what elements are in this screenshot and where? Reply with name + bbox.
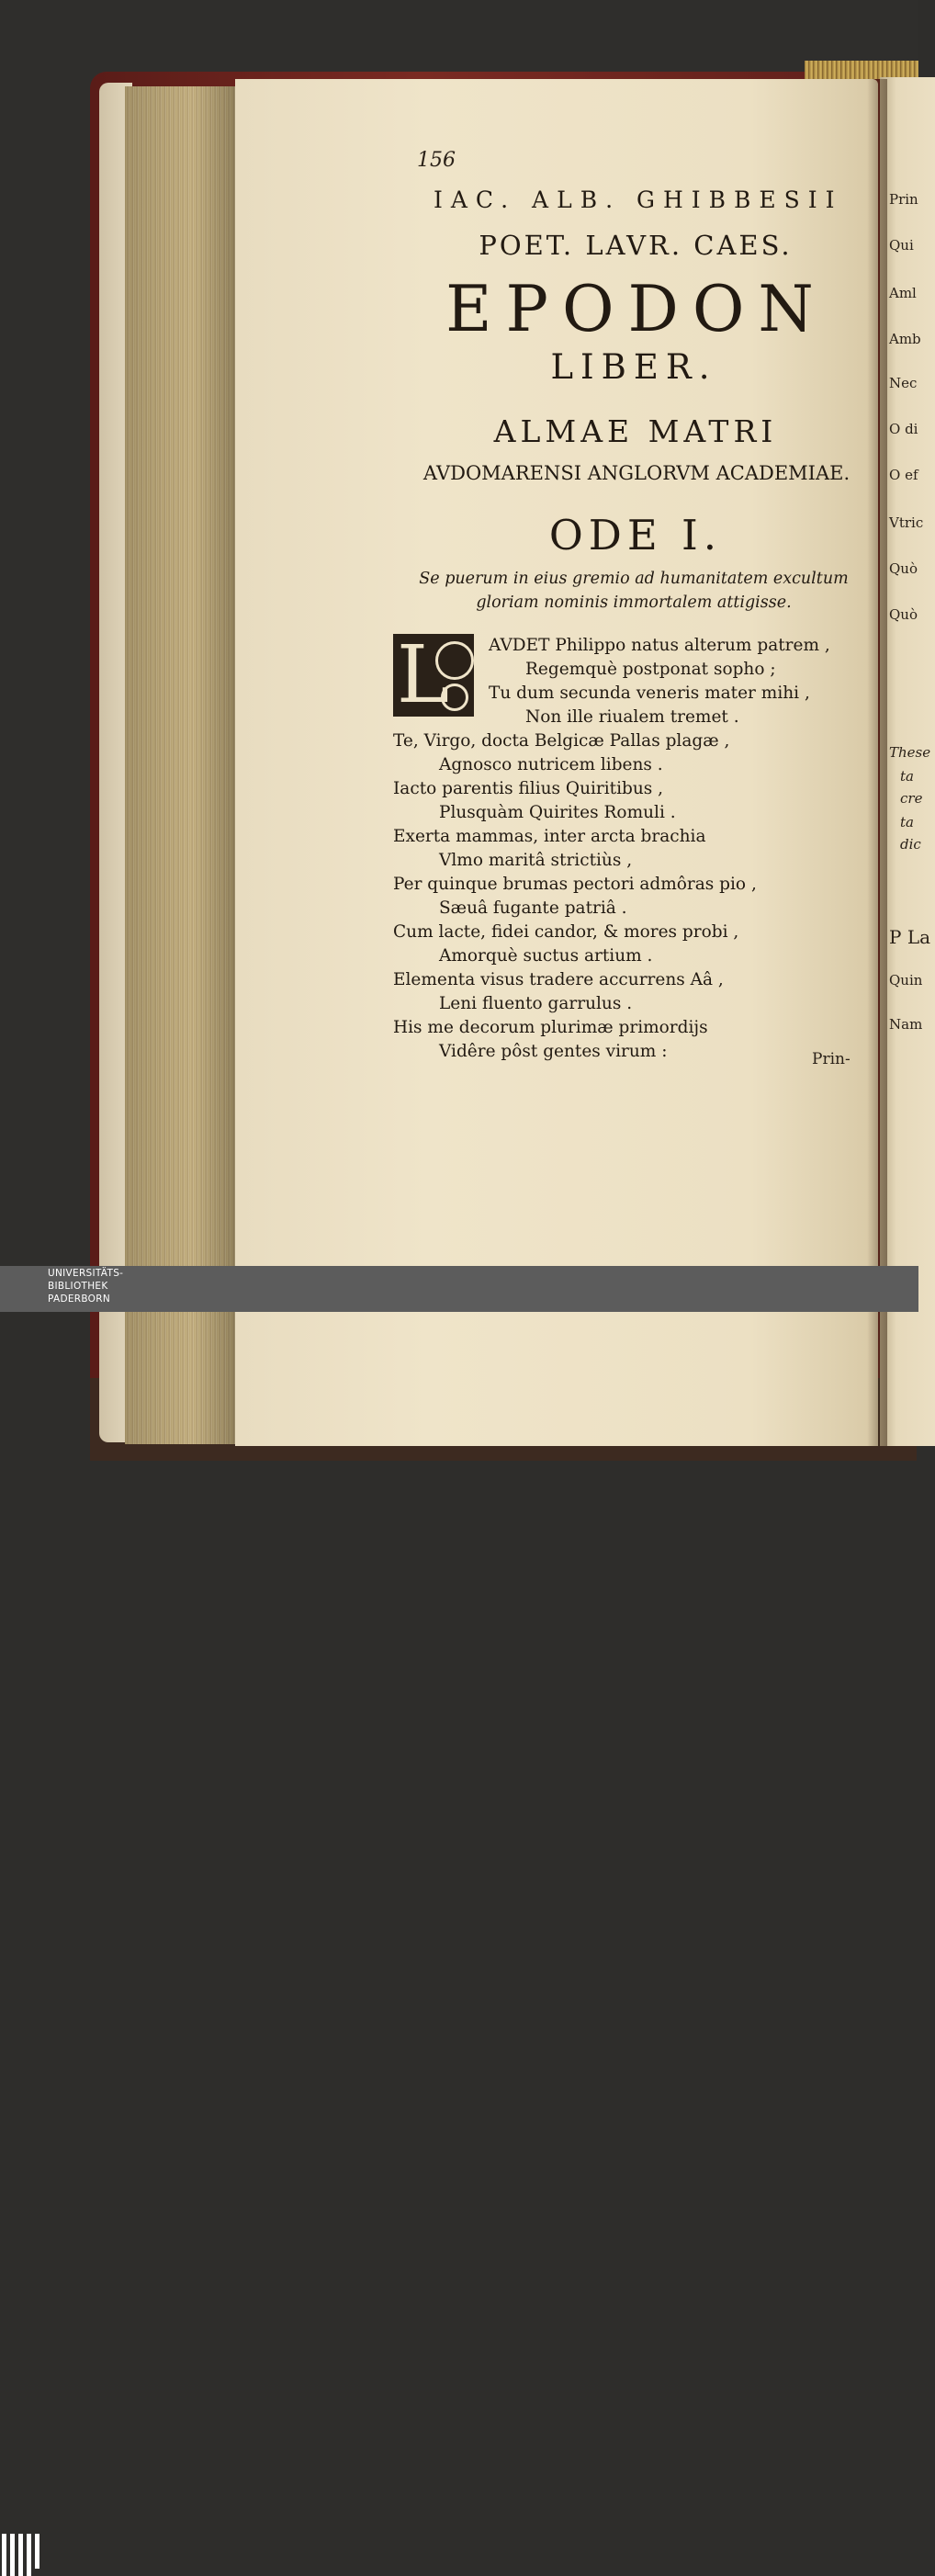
right-fragment: Vtric: [889, 514, 924, 531]
verse-line: His me decorum plurimæ primordijs: [393, 1018, 708, 1037]
verse-line: Regemquè postponat sopho ;: [525, 660, 776, 679]
library-name-line-3: PADERBORN: [48, 1294, 110, 1305]
right-fragment: Quò: [889, 606, 918, 623]
right-fragment: Nec: [889, 375, 918, 391]
book-headband: [805, 61, 918, 79]
verse-line: Plusquàm Quirites Romuli .: [439, 803, 676, 822]
right-fragment: Qui: [889, 237, 914, 254]
verse-line: AVDET Philippo natus alterum patrem ,: [489, 636, 830, 655]
verse-line: Te, Virgo, docta Belgicæ Pallas plagæ ,: [393, 731, 730, 751]
library-name-line-2: BIBLIOTHEK: [48, 1281, 108, 1292]
right-fragment: P La: [889, 926, 931, 948]
leaf-ornament-icon: [441, 684, 468, 711]
page-edges-shade: [125, 86, 237, 1444]
right-page: [880, 77, 935, 1446]
verse-line: Vlmo maritâ strictiùs ,: [439, 851, 633, 870]
right-fragment: Amb: [889, 331, 921, 347]
right-fragment: O di: [889, 421, 918, 437]
library-name-line-1: UNIVERSITÄTS-: [48, 1268, 124, 1279]
verse-line: Elementa visus tradere accurrens Aâ ,: [393, 970, 724, 989]
author-title: POET. LAVR. CAES.: [479, 230, 793, 261]
initial-letter: L: [397, 629, 450, 721]
right-fragment: dic: [900, 836, 921, 853]
verse-line: Tu dum secunda veneris mater mihi ,: [489, 684, 810, 703]
dedication-line-2: AVDOMARENSI ANGLORVM ACADEMIAE.: [422, 462, 851, 484]
verse-line: Amorquè suctus artium .: [439, 946, 653, 966]
verse-line: Cum lacte, fidei candor, & mores probi ,: [393, 922, 739, 942]
library-logo-icon: [2, 2534, 39, 2576]
verse-line: Iacto parentis filius Quiritibus ,: [393, 779, 664, 798]
library-footer: [0, 1266, 918, 1312]
verse-line: Sæuâ fugante patriâ .: [439, 898, 627, 918]
page-gutter-shadow: [867, 79, 887, 1446]
verse-line: Exerta mammas, inter arcta brachia: [393, 827, 706, 846]
right-fragment: Quin: [889, 972, 923, 989]
book-title: EPODON: [445, 273, 828, 346]
verse-line: Agnosco nutricem libens .: [439, 755, 663, 774]
right-fragment: ta: [900, 814, 914, 830]
scan-image: [0, 0, 931, 1266]
right-fragment: Prin: [889, 191, 918, 208]
book-subtitle: LIBER.: [550, 347, 717, 387]
right-fragment: O ef: [889, 467, 918, 483]
right-fragment: These: [889, 744, 931, 761]
dedication-line-1: ALMAE MATRI: [493, 413, 778, 449]
catchword: Prin-: [812, 1050, 851, 1068]
author-heading: IAC. ALB. GHIBBESII: [434, 186, 843, 213]
page-number: 156: [417, 149, 456, 172]
verse-line: Vidêre pôst gentes virum :: [439, 1042, 668, 1061]
argument-line-1: Se puerum in eius gremio ad humanitatem excultum: [419, 570, 849, 588]
verse-line: Per quinque brumas pectori admôras pio ,: [393, 875, 757, 894]
verse-line: Leni fluento garrulus .: [439, 994, 633, 1013]
flower-ornament-icon: [435, 641, 474, 680]
right-fragment: Aml: [889, 285, 917, 301]
right-fragment: ta: [900, 768, 914, 785]
right-fragment: cre: [900, 790, 923, 807]
ode-heading: ODE I.: [548, 511, 723, 559]
argument-line-2: gloriam nominis immortalem attigisse.: [476, 593, 792, 612]
right-fragment: Nam: [889, 1016, 923, 1033]
decorated-initial: [393, 629, 474, 721]
right-fragment: Quò: [889, 560, 918, 577]
verse-line: Non ille riualem tremet .: [525, 707, 739, 727]
